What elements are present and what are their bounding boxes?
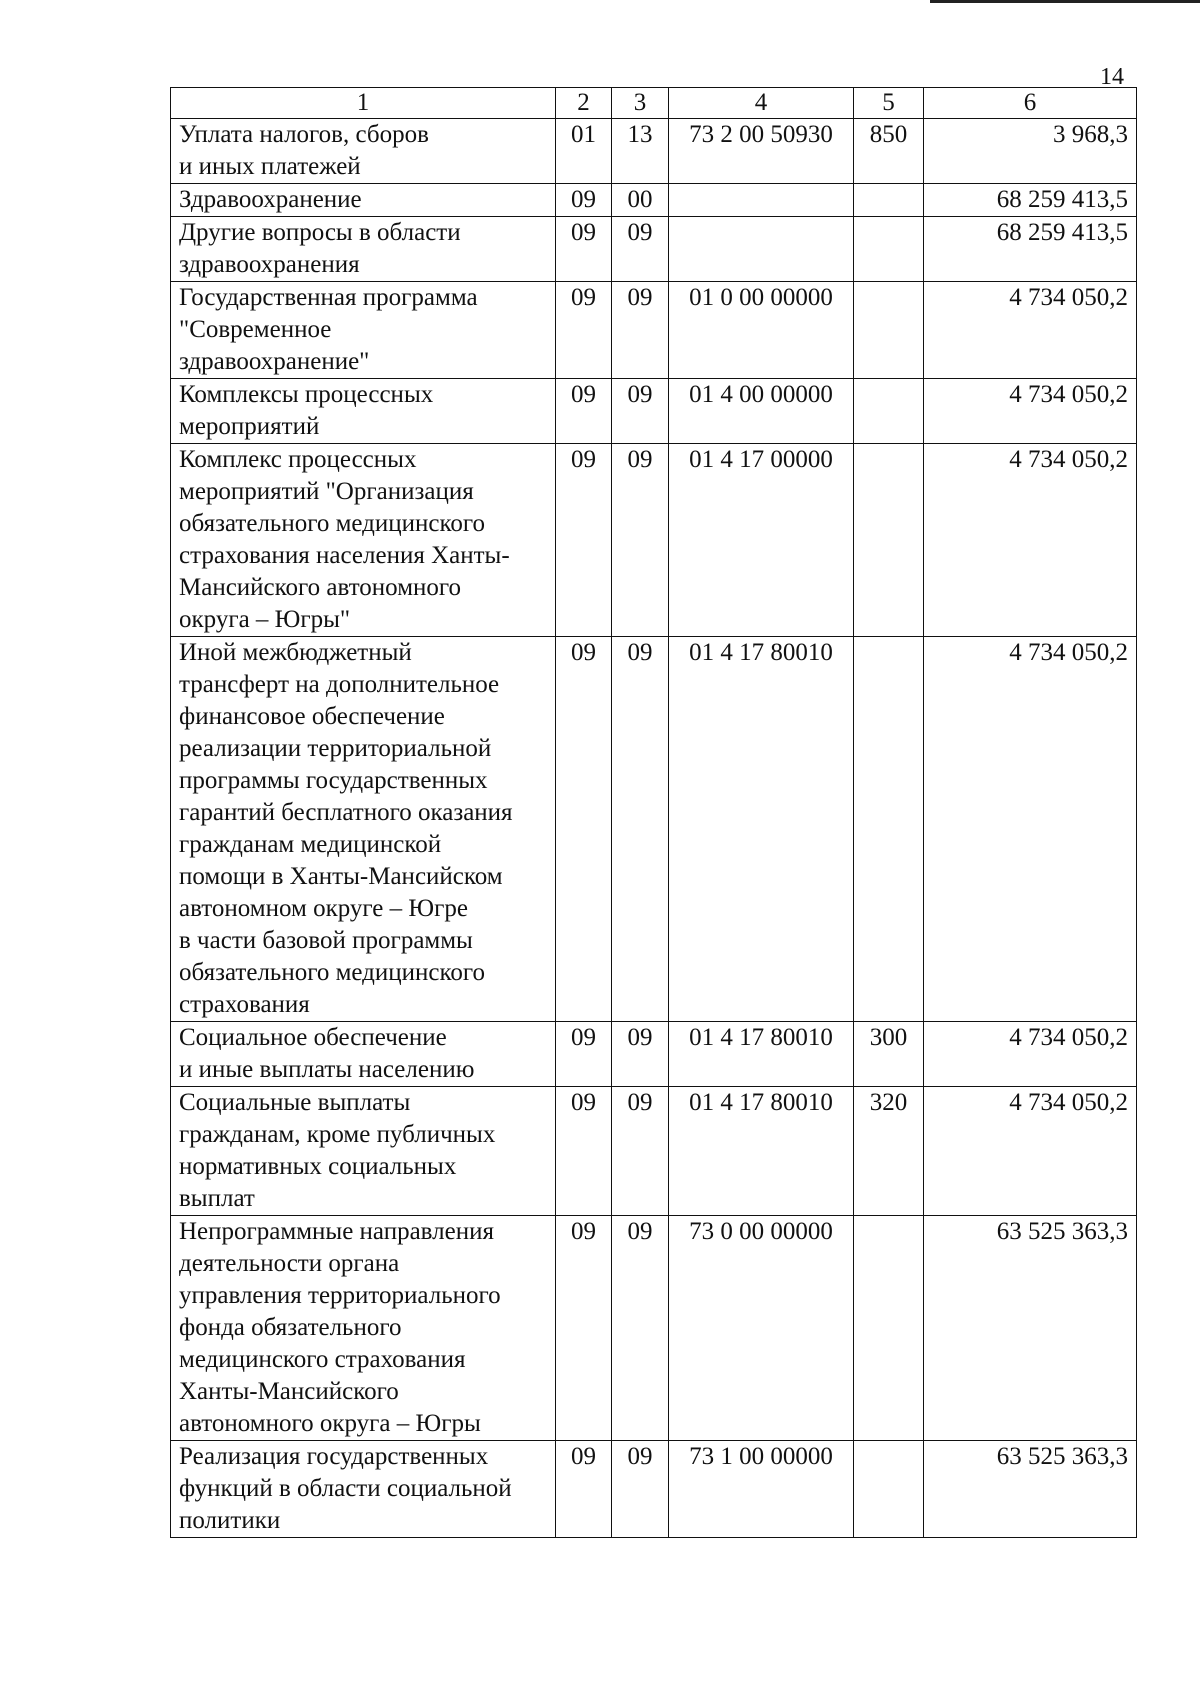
column-header: 4	[669, 88, 854, 119]
budget-table	[170, 87, 1137, 1538]
row-amount-cell: 4 734 050,2	[924, 637, 1137, 1022]
column-header: 5	[854, 88, 924, 119]
table-row	[171, 184, 1137, 217]
row-section-cell: 09	[556, 184, 612, 217]
row-amount-cell: 4 734 050,2	[924, 282, 1137, 379]
row-target-code-cell	[669, 217, 854, 282]
row-subsection-cell: 09	[612, 379, 669, 444]
row-target-code-cell	[669, 184, 854, 217]
row-subsection-cell: 09	[612, 282, 669, 379]
table-row	[171, 444, 1137, 637]
row-expense-type-cell	[854, 217, 924, 282]
row-section-cell: 09	[556, 379, 612, 444]
column-header: 3	[612, 88, 669, 119]
row-name-cell: Уплата налогов, сборов и иных платежей	[171, 119, 556, 184]
row-section-cell: 09	[556, 217, 612, 282]
row-amount-cell: 4 734 050,2	[924, 1022, 1137, 1087]
table-header-row	[171, 88, 1137, 119]
row-target-code-cell: 73 0 00 00000	[669, 1216, 854, 1441]
row-amount-cell: 4 734 050,2	[924, 444, 1137, 637]
row-name-cell: Здравоохранение	[171, 184, 556, 217]
row-expense-type-cell: 850	[854, 119, 924, 184]
row-target-code-cell: 01 0 00 00000	[669, 282, 854, 379]
row-name-cell: Иной межбюджетный трансферт на дополнительное финансовое обеспечение реализации территориальной программы государственных гарантий бесплатного оказания гражданам медицинской помощи в Ханты-Мансийском автономном округе – Югре в части базовой программы обязательного медицинского страхования	[171, 637, 556, 1022]
row-target-code-cell: 01 4 17 80010	[669, 1022, 854, 1087]
row-amount-cell: 68 259 413,5	[924, 184, 1137, 217]
row-amount-cell: 3 968,3	[924, 119, 1137, 184]
row-subsection-cell: 09	[612, 1022, 669, 1087]
row-expense-type-cell	[854, 444, 924, 637]
row-name-cell: Комплекс процессных мероприятий "Организация обязательного медицинского страхования населения Ханты- Мансийского автономного округа – Югры"	[171, 444, 556, 637]
table-row	[171, 1087, 1137, 1216]
row-expense-type-cell	[854, 379, 924, 444]
row-name-cell: Непрограммные направления деятельности органа управления территориального фонда обязательного медицинского страхования Ханты-Мансийского автономного округа – Югры	[171, 1216, 556, 1441]
row-subsection-cell: 09	[612, 444, 669, 637]
table-row	[171, 637, 1137, 1022]
row-amount-cell: 68 259 413,5	[924, 217, 1137, 282]
column-header: 1	[171, 88, 556, 119]
row-section-cell: 01	[556, 119, 612, 184]
row-name-cell: Реализация государственных функций в области социальной политики	[171, 1441, 556, 1538]
row-name-cell: Комплексы процессных мероприятий	[171, 379, 556, 444]
table-row	[171, 1022, 1137, 1087]
row-expense-type-cell	[854, 184, 924, 217]
row-subsection-cell: 00	[612, 184, 669, 217]
row-section-cell: 09	[556, 1441, 612, 1538]
row-expense-type-cell	[854, 1216, 924, 1441]
row-section-cell: 09	[556, 637, 612, 1022]
table-body	[171, 119, 1137, 1538]
row-section-cell: 09	[556, 1087, 612, 1216]
row-subsection-cell: 09	[612, 1087, 669, 1216]
column-header: 2	[556, 88, 612, 119]
row-subsection-cell: 13	[612, 119, 669, 184]
row-name-cell: Социальное обеспечение и иные выплаты населению	[171, 1022, 556, 1087]
scan-edge-line	[930, 0, 1200, 3]
row-expense-type-cell	[854, 1441, 924, 1538]
row-expense-type-cell	[854, 637, 924, 1022]
table-row	[171, 119, 1137, 184]
row-target-code-cell: 01 4 17 80010	[669, 1087, 854, 1216]
row-expense-type-cell: 300	[854, 1022, 924, 1087]
table-row	[171, 282, 1137, 379]
column-header: 6	[924, 88, 1137, 119]
row-target-code-cell: 73 1 00 00000	[669, 1441, 854, 1538]
row-subsection-cell: 09	[612, 1441, 669, 1538]
row-name-cell: Государственная программа "Современное здравоохранение"	[171, 282, 556, 379]
row-amount-cell: 4 734 050,2	[924, 1087, 1137, 1216]
row-subsection-cell: 09	[612, 1216, 669, 1441]
row-target-code-cell: 01 4 00 00000	[669, 379, 854, 444]
row-section-cell: 09	[556, 1022, 612, 1087]
row-subsection-cell: 09	[612, 217, 669, 282]
row-name-cell: Другие вопросы в области здравоохранения	[171, 217, 556, 282]
page-number: 14	[1100, 64, 1124, 90]
row-target-code-cell: 01 4 17 80010	[669, 637, 854, 1022]
row-target-code-cell: 73 2 00 50930	[669, 119, 854, 184]
row-amount-cell: 63 525 363,3	[924, 1441, 1137, 1538]
row-target-code-cell: 01 4 17 00000	[669, 444, 854, 637]
row-section-cell: 09	[556, 1216, 612, 1441]
row-amount-cell: 4 734 050,2	[924, 379, 1137, 444]
table-row	[171, 1441, 1137, 1538]
row-section-cell: 09	[556, 282, 612, 379]
table-row	[171, 217, 1137, 282]
row-subsection-cell: 09	[612, 637, 669, 1022]
row-name-cell: Социальные выплаты гражданам, кроме публичных нормативных социальных выплат	[171, 1087, 556, 1216]
row-section-cell: 09	[556, 444, 612, 637]
row-expense-type-cell: 320	[854, 1087, 924, 1216]
table-row	[171, 379, 1137, 444]
row-expense-type-cell	[854, 282, 924, 379]
row-amount-cell: 63 525 363,3	[924, 1216, 1137, 1441]
table-row	[171, 1216, 1137, 1441]
